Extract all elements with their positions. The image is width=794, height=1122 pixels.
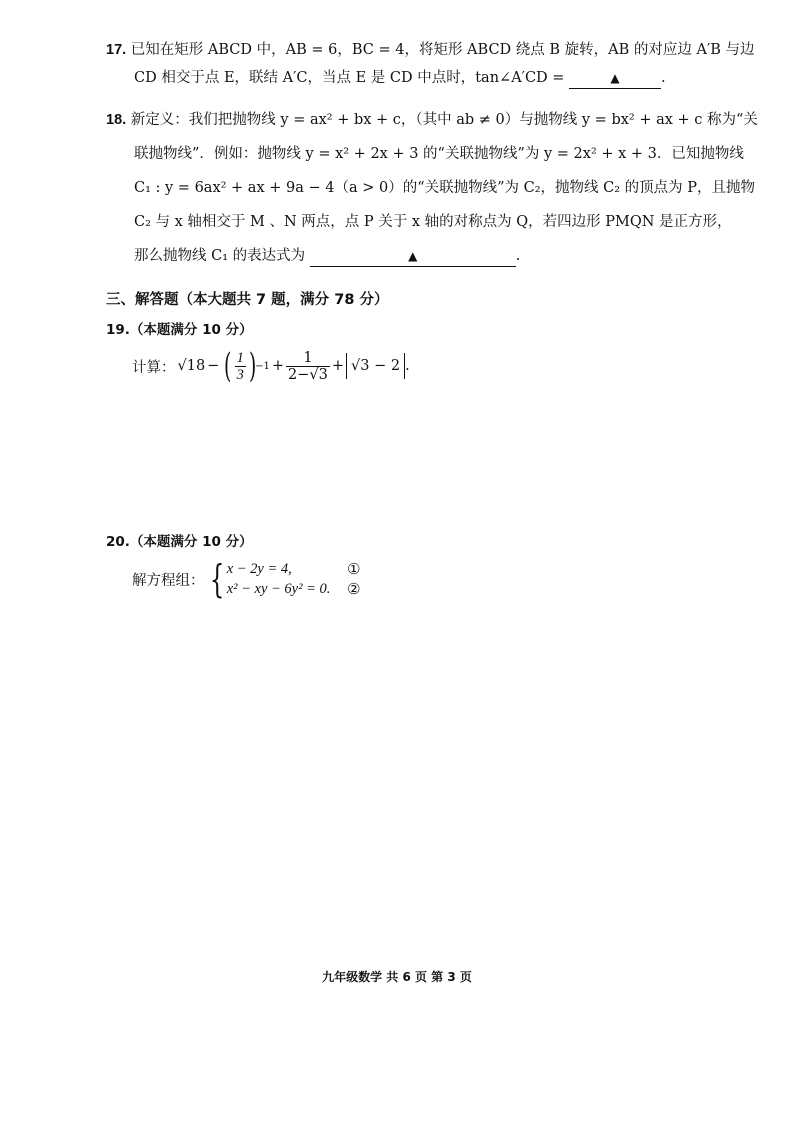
question-text: 已知在矩形 ABCD 中，AB = 6，BC = 4，将矩形 ABCD 绕点 B 旋转，AB 的对应边 A′B 与边 [130,42,755,58]
plus-sign: + [271,358,285,374]
circled-2-icon: ② [346,580,361,598]
equation-1 [227,559,361,579]
question-18-line1 [106,110,758,130]
denominator: 2−√3 [288,366,328,383]
numerator: 1 [286,350,330,367]
equation-2 [227,579,361,599]
prefix: 解方程组： [132,572,205,589]
question-text: C₂ 与 x 轴相交于 M 、N 两点，点 P 关于 x 轴的对称点为 Q，若四边形 PMQN 是正方形， [134,214,732,230]
question-18-line5 [134,246,520,267]
answer-blank[interactable] [569,68,661,89]
answer-blank[interactable] [310,246,516,267]
period: . [515,248,521,264]
plus-sign: + [331,358,345,374]
exponent: −1 [255,360,270,372]
denominator: 3 [236,366,244,383]
question-number: 18. [106,112,127,128]
left-paren: ( [224,346,232,386]
triangle-marker: ▲ [408,249,418,263]
numerator: 1 [236,349,244,366]
right-paren: ) [248,346,257,386]
fraction-rationalize [286,350,330,383]
question-19-expression [132,344,410,388]
question-18-line3 [134,178,755,198]
question-17-line1 [106,40,755,60]
prefix: 计算： [132,359,176,376]
equation-text: x − 2y = 4, [226,561,292,577]
period: . [661,70,666,86]
equation-list [227,559,361,599]
question-text: 新定义：我们把抛物线 y = ax² + bx + c，（其中 ab ≠ 0）与抛物线 y = bx² + ax + c 称为“关 [130,112,758,128]
period: . [405,358,410,374]
question-20-system [132,556,361,602]
question-text: 那么抛物线 C₁ 的表达式为 [134,248,306,264]
section-title: 三、解答题（本大题共 7 题，满分 78 分） [106,292,389,308]
equation-text: x² − xy − 6y² = 0. [226,581,331,597]
sqrt-18: √18 [177,358,206,374]
absolute-value [346,353,405,379]
question-18-line2 [134,144,744,164]
question-text: C₁ : y = 6ax² + ax + 9a − 4（a > 0）的“关联抛物线”为 C₂，抛物线 C₂ 的顶点为 P，且抛物 [134,180,756,196]
question-text: 联抛物线”．例如：抛物线 y = x² + 2x + 3 的“关联抛物线”为 y = 2x² + x + 3．已知抛物线 [134,146,744,162]
question-18-line4 [134,212,732,232]
triangle-marker: ▲ [610,71,620,85]
page-footer: 九年级数学 共 6 页 第 3 页 [322,970,472,984]
question-number: 17. [106,42,127,58]
minus-sign: − [207,358,220,374]
left-brace: { [209,557,224,601]
question-20-header: 20.（本题满分 10 分） [106,534,253,550]
question-17-line2 [134,68,666,89]
abs-content: √3 − 2 [351,358,401,374]
question-text: CD 相交于点 E，联结 A′C，当点 E 是 CD 中点时，tan∠A′CD = [134,70,565,86]
question-19-header: 19.（本题满分 10 分） [106,322,253,338]
circled-1-icon: ① [346,560,361,578]
fraction-one-third [235,350,246,383]
